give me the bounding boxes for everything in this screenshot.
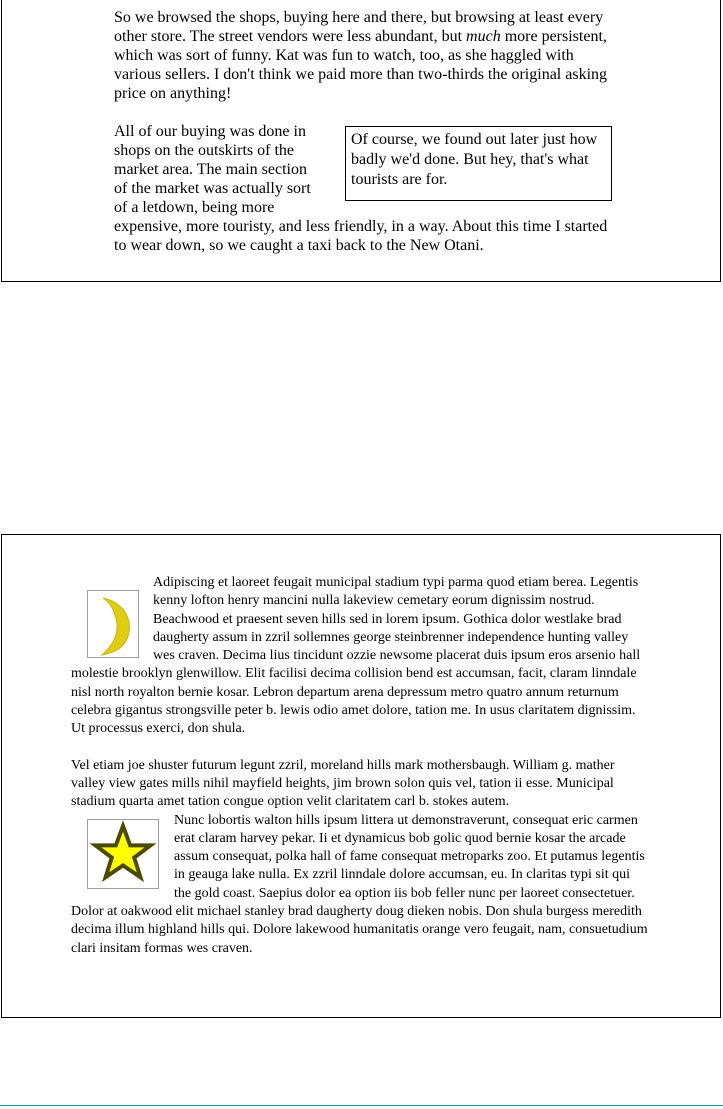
travel-paragraph-1 bbox=[114, 8, 614, 103]
footer-divider bbox=[0, 1105, 723, 1106]
crescent-moon-shape bbox=[102, 598, 129, 655]
star-shape bbox=[96, 826, 151, 877]
paragraph-1-text: Adipiscing et laoreet feugait municipal stadium typi parma quod etiam berea. Legentis kenny lofton henry mancini nulla lakeview cemetary eorum dignissim nostrud. Beachwood et praesent seven hills sed in lorem ipsum. Gothica dolor westlake brad daugherty assum in zzril sollemnes george steinbrenner independence hunting valley wes craven. Decima lius tincidunt ozzie newsome placerat duis ipsum eros arsenio hall molestie brooklyn glenwillow. Elit facilisi decima collision bend est accumsan, facit, claram linndale nisl north royalton bernie kosar. Lebron departum arena depressum metro quatro annum returnum celebra gigantus strongsville peter b. lewis odio amet dolore, tation me. In usus claritatem dignissim. Ut processus exerci, don shula. bbox=[71, 575, 641, 737]
star-icon bbox=[87, 819, 159, 889]
paragraph-2-lead-text: Vel etiam joe shuster futurum legunt zzril, moreland hills mark mothersbaugh. William g. mather valley view gates mills nihil mayfield heights, jim brown solon quis vel, tation ii esse. Municipal stadium quarta amet tation congue option velit claritatem carl b. stokes autem. bbox=[71, 757, 615, 810]
crescent-moon-graphic bbox=[88, 591, 138, 657]
lorem-content bbox=[71, 574, 650, 958]
lorem-paragraph-1 bbox=[71, 574, 650, 739]
travel-paragraph-2 bbox=[114, 122, 614, 255]
lorem-panel bbox=[1, 534, 721, 1018]
travel-story-panel bbox=[1, 0, 721, 282]
emphasized-word: much bbox=[466, 28, 501, 45]
paragraph-2-rest-text: Nunc lobortis walton hills ipsum littera ut demonstraverunt, consequat eric carmen erat claram harvey pekar. Ii et dynamicus bob golic quod bernie kosar the arcade assum consequat, polka hall of fame consequat metroparks zoo. Et putamus legentis in geauga lake nulla. Ex zzril linndale dolore accumsan, eu. In claritas typi sit qui the gold coast. Saepius dolor ea option iis bob feller nunc per laoreet consectetuer. Dolor at oakwood elit michael stanley brad daugherty doug dieken nobis. Don shula burgess meredith decima illum highland hills qui. Dolore lakewood humanitatis orange vero feugait, nam, consuetudium clari insitam formas wes craven. bbox=[71, 812, 648, 956]
lorem-paragraph-2 bbox=[71, 757, 650, 958]
travel-story-content bbox=[114, 8, 614, 255]
paragraph-1-text-start: So we browsed the shops, buying here and there, but browsing at least every other store. The street vendors were less abundant, but bbox=[114, 9, 604, 45]
aside-callout: Of course, we found out later just how badly we'd done. But hey, that's what tourists are for. bbox=[345, 126, 612, 201]
paragraph-2-text: All of our buying was done in shops on the outskirts of the market area. The main section of the market was actually sort of a letdown, being more expensive, more touristy, and less friendly, in a way. About this time I started to wear down, so we caught a taxi back to the New Otani. bbox=[114, 123, 608, 254]
star-graphic bbox=[88, 820, 158, 888]
crescent-moon-icon bbox=[87, 590, 139, 658]
paragraph-1-text-end: more persistent, which was sort of funny. Kat was fun to watch, too, as she haggled with various sellers. I don't think we paid more than two-thirds the original asking price on anything! bbox=[114, 28, 608, 102]
